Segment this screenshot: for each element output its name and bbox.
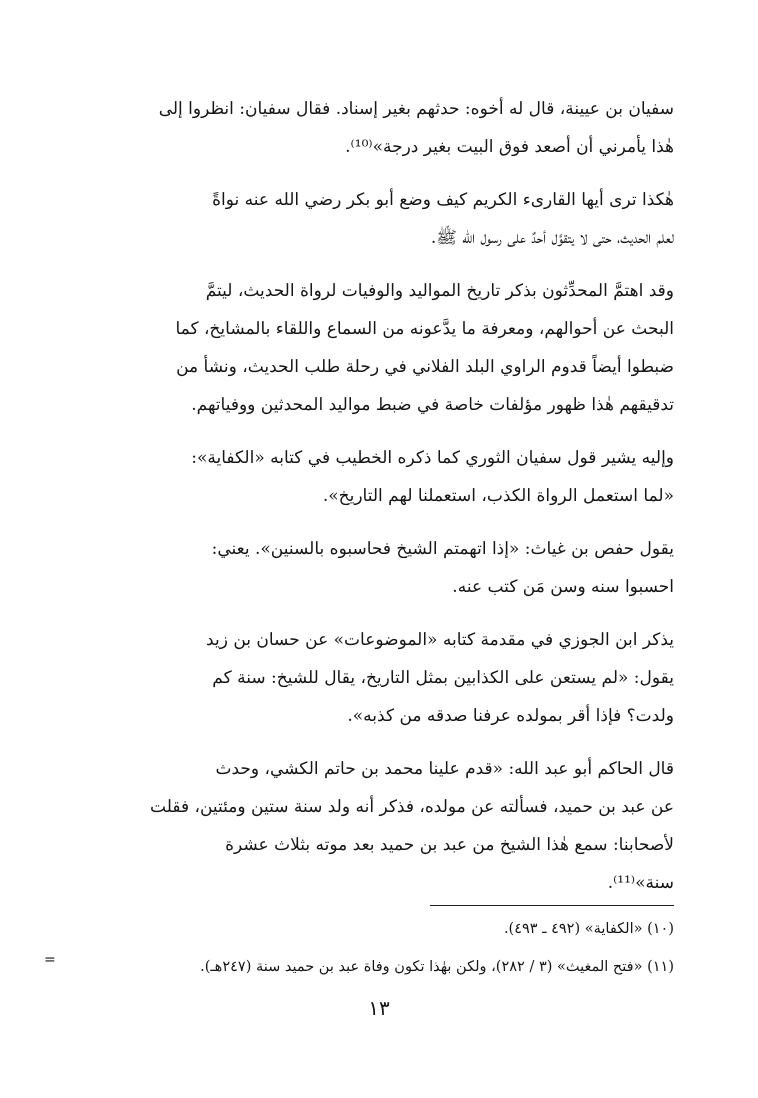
continuation-mark: = <box>44 952 56 968</box>
text-line: تدقيقهم هٰذا ظهور مؤلفات خاصة في ضبط مواليد المحدثين ووفياتهم. <box>191 395 674 415</box>
text-line: عن عبد بن حميد، فسألته عن مولده، فذكر أنه ولد سنة ستين ومئتين، فقلت <box>150 797 674 817</box>
paragraph-5 <box>88 530 674 606</box>
text-line: لعلم الحديث، حتى لا يتقوَّل أحدٌ على رسول الله ﷺ. <box>430 228 674 248</box>
body-text <box>88 90 674 917</box>
footnote-11: (١١) «فتح المغيث» (٣ / ٢٨٢)، ولكن بهٰذا تكون وفاة عبد بن حميد سنة (٢٤٧هـ). <box>200 959 674 975</box>
paragraph-7 <box>88 750 674 902</box>
text-line: احسبوا سنه وسن مَن كتب عنه. <box>452 577 674 597</box>
text-line: لأصحابنا: سمع هٰذا الشيخ من عبد بن حميد بعد موته بثلاث عشرة <box>225 835 674 855</box>
text-line: يذكر ابن الجوزي في مقدمة كتابه «الموضوعات» عن حسان بن زيد <box>206 630 674 650</box>
paragraph-4 <box>88 439 674 515</box>
text-line: سنة»⁽¹¹⁾. <box>607 873 674 893</box>
text-line: يقول: «لم يستعن على الكذابين بمثل التاريخ، يقال للشيخ: سنة كم <box>212 668 674 688</box>
page-number: ١٣ <box>368 996 390 1020</box>
text-line: هٰكذا ترى أيها القارىء الكريم كيف وضع أبو بكر رضي الله عنه نواةً <box>212 190 674 210</box>
text-line: «لما استعمل الرواة الكذب، استعملنا لهم التاريخ». <box>322 486 674 506</box>
text-line: ولدت؟ فإذا أقر بمولده عرفنا صدقه من كذبه». <box>347 706 674 726</box>
text-line: وإليه يشير قول سفيان الثوري كما ذكره الخطيب في كتابه «الكفاية»: <box>191 448 674 468</box>
paragraph-6 <box>88 621 674 735</box>
text-line: سفيان بن عيينة، قال له أخوه: حدثهم بغير إسناد. فقال سفيان: انظروا إلى <box>158 99 674 119</box>
text-line: يقول حفص بن غياث: «إذا اتهمتم الشيخ فحاسبوه بالسنين». يعني: <box>211 539 674 559</box>
text-line: هٰذا يأمرني أن أصعد فوق البيت بغير درجة»⁽¹⁰⁾. <box>345 137 674 157</box>
footnotes <box>48 910 674 986</box>
paragraph-1 <box>88 90 674 166</box>
footnote-10: (١٠) «الكفاية» (٤٩٢ ـ ٤٩٣). <box>503 921 674 937</box>
paragraph-3 <box>88 272 674 424</box>
footnote-separator <box>430 905 674 906</box>
paragraph-2 <box>88 181 674 257</box>
text-line: البحث عن أحوالهم، ومعرفة ما يدَّعونه من السماع واللقاء بالمشايخ، كما <box>175 319 674 339</box>
text-line: وقد اهتمَّ المحدِّثون بذكر تاريخ المواليد والوفيات لرواة الحديث، ليتمَّ <box>205 281 674 301</box>
text-line: قال الحاكم أبو عبد الله: «قدم علينا محمد بن حاتم الكشي، وحدث <box>215 759 674 779</box>
text-line: ضبطوا أيضاً قدوم الراوي البلد الفلاني في رحلة طلب الحديث، ونشأ من <box>176 357 674 377</box>
